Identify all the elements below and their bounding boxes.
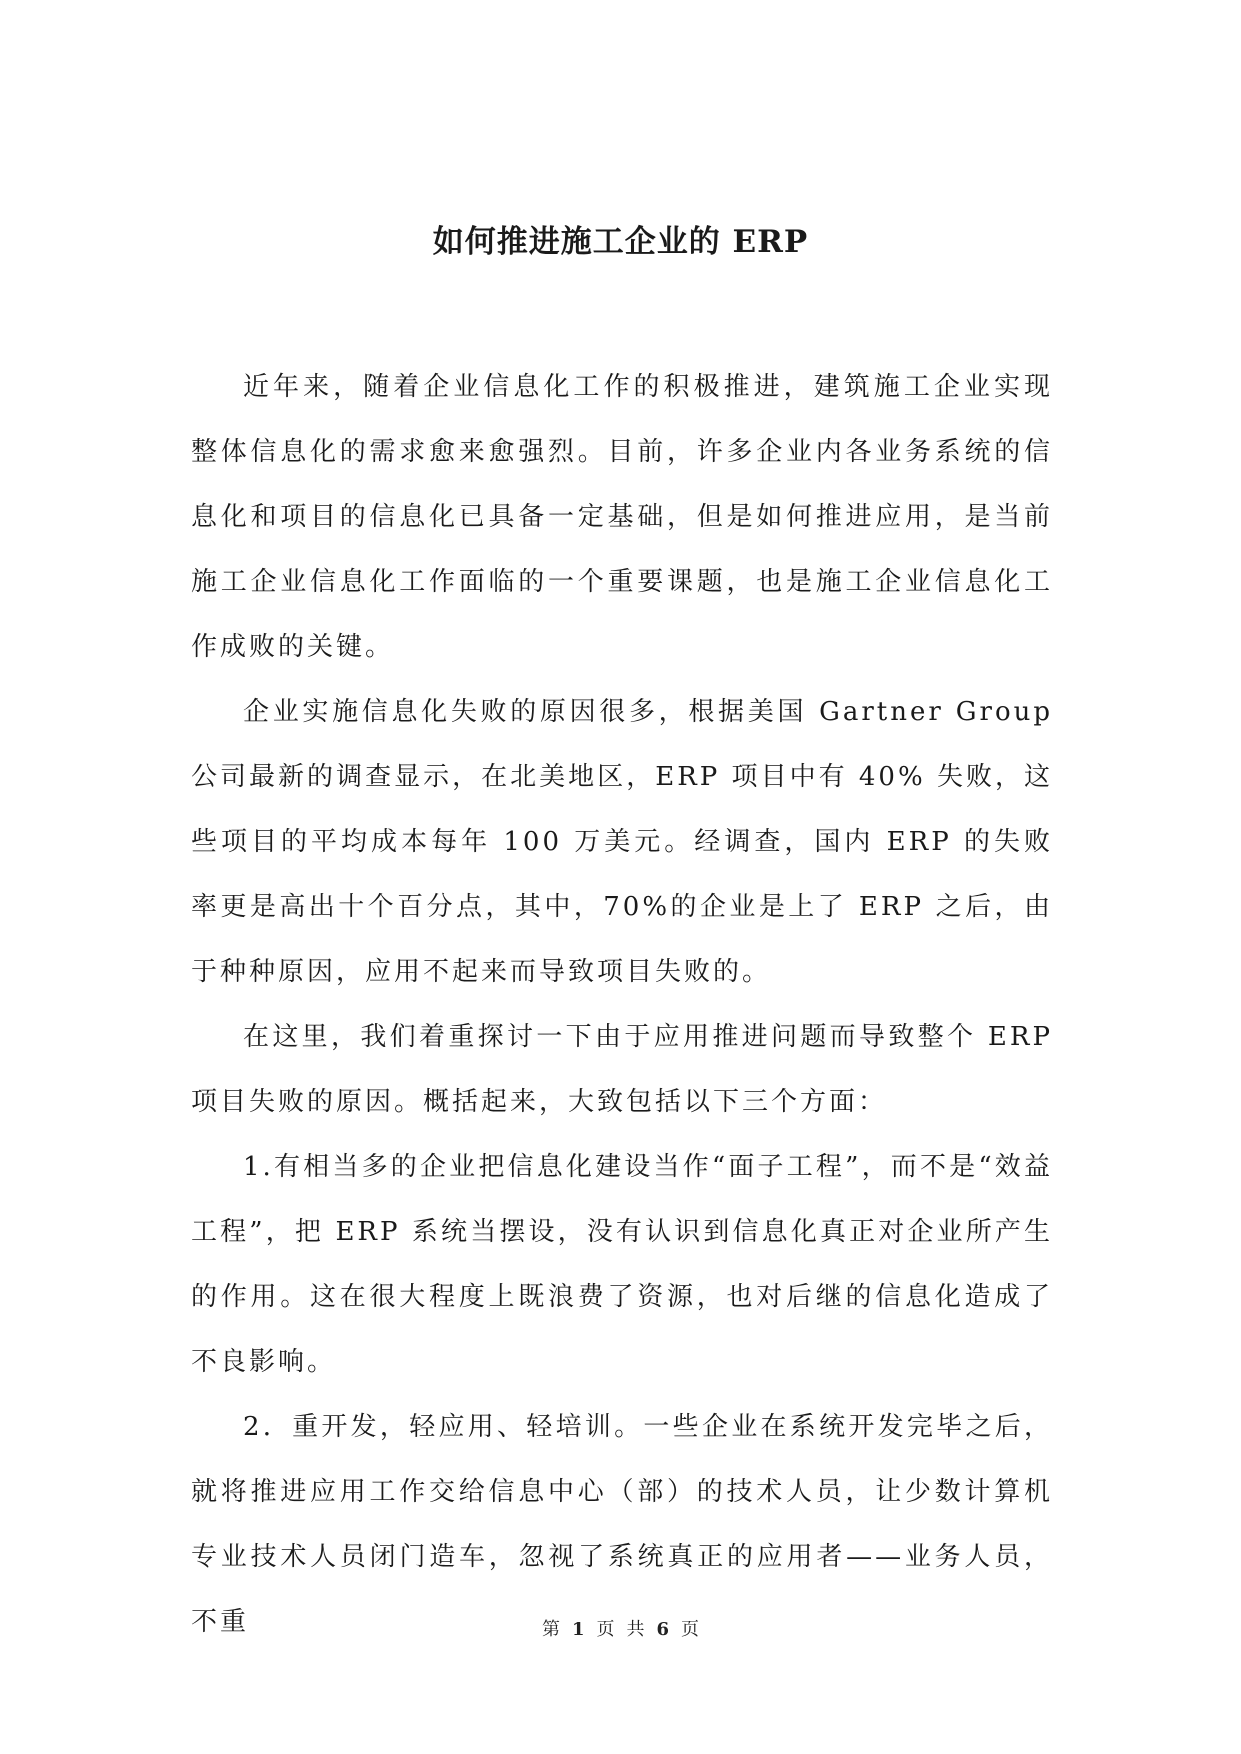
footer-prefix: 第 [541,1619,560,1640]
footer-total-pages: 6 [656,1619,670,1640]
paragraph-reason-1: 1.有相当多的企业把信息化建设当作“面子工程”，而不是“效益工程”，把 ERP 系统当摆设，没有认识到信息化真正对企业所产生的作用。这在很大程度上既浪费了资源，也对后继的信息化造成了不良影响。 [191,1152,1053,1377]
page-footer [0,1618,1241,1642]
document-title: 如何推进施工企业的 ERP [432,224,809,260]
paragraph-reasons-intro: 在这里，我们着重探讨一下由于应用推进问题而导致整个 ERP 项目失败的原因。概括起来，大致包括以下三个方面： [191,1022,1053,1117]
paragraph-reason-2: 2．重开发，轻应用、轻培训。一些企业在系统开发完毕之后，就将推进应用工作交给信息中心（部）的技术人员，让少数计算机专业技术人员闭门造车，忽视了系统真正的应用者——业务人员，不重 [191,1412,1053,1637]
paragraph-intro: 近年来，随着企业信息化工作的积极推进，建筑施工企业实现整体信息化的需求愈来愈强烈。目前，许多企业内各业务系统的信息化和项目的信息化已具备一定基础，但是如何推进应用，是当前施工企业信息化工作面临的一个重要课题，也是施工企业信息化工作成败的关键。 [191,372,1053,662]
footer-current-page: 1 [571,1619,585,1640]
footer-suffix: 页 [681,1619,700,1640]
document-body [191,355,1053,1655]
paragraph-failure-stats: 企业实施信息化失败的原因很多，根据美国 Gartner Group 公司最新的调查显示，在北美地区，ERP 项目中有 40% 失败，这些项目的平均成本每年 100 万美元。经调查，国内 ERP 的失败率更是高出十个百分点，其中，70%的企业是上了 ERP 之后，由于种种原因，应用不起来而导致项目失败的。 [191,697,1053,987]
footer-page-word: 页 [596,1619,615,1640]
footer-total-prefix: 共 [626,1619,645,1640]
